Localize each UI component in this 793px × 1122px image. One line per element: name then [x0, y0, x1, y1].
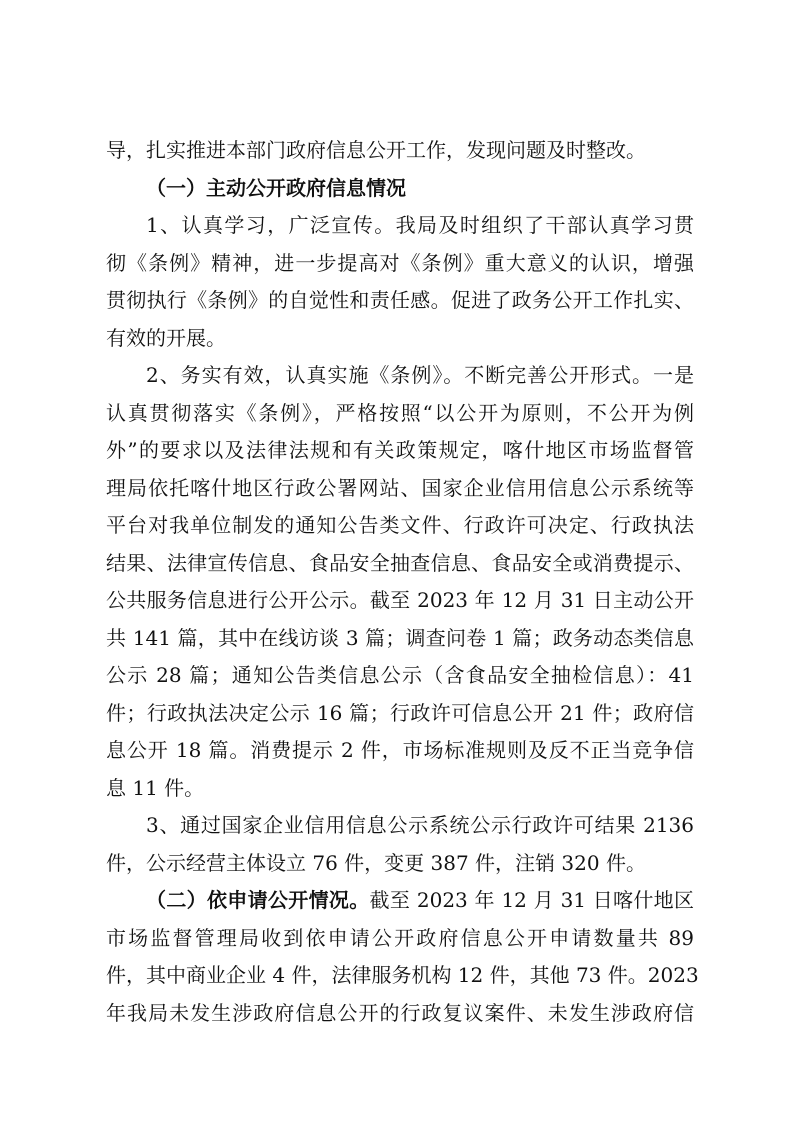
paragraph-line: 件；行政执法决定公示 16 篇；行政许可信息公开 21 件；政府信: [106, 700, 694, 725]
paragraph-line: 公示 28 篇；通知公告类信息公示（含食品安全抽检信息）：41: [106, 663, 694, 687]
paragraph-line: 认真贯彻落实《条例》，严格按照“以公开为原则，不公开为例: [106, 400, 694, 425]
section-heading-proactive-disclosure: （一）主动公开政府信息情况: [146, 175, 406, 200]
paragraph-line: 彻《条例》精神，进一步提高对《条例》重大意义的认识，增强: [106, 250, 694, 275]
paragraph-line: 共 141 篇，其中在线访谈 3 篇；调查问卷 1 篇；政务动态类信息: [106, 625, 694, 650]
paragraph-line: 有效的开展。: [106, 325, 226, 350]
paragraph-line: 2、务实有效，认真实施《条例》。不断完善公开形式。一是: [146, 363, 694, 387]
section-heading-on-request-disclosure: （二）依申请公开情况。: [146, 888, 370, 912]
paragraph-line: 理局依托喀什地区行政公署网站、国家企业信用信息公示系统等: [106, 475, 694, 500]
paragraph-line: 件，其中商业企业 4 件，法律服务机构 12 件，其他 73 件。2023: [106, 963, 699, 987]
paragraph-line: 息公开 18 篇。消费提示 2 件，市场标准规则及反不正当竞争信: [106, 738, 694, 762]
paragraph-line: 公共服务信息进行公开公示。截至 2023 年 12 月 31 日主动公开: [106, 588, 694, 612]
paragraph-line: 年我局未发生涉政府信息公开的行政复议案件、未发生涉政府信: [106, 1000, 694, 1025]
paragraph-line: 外”的要求以及法律法规和有关政策规定，喀什地区市场监督管: [106, 438, 694, 462]
intro-line: 导，扎实推进本部门政府信息公开工作，发现问题及时整改。: [106, 138, 646, 162]
section2-first-line-text: 截至 2023 年 12 月 31 日喀什地区: [369, 888, 694, 912]
paragraph-line: 3、通过国家企业信用信息公示系统公示行政许可结果 2136: [146, 813, 694, 837]
paragraph-line: 市场监督管理局收到依申请公开政府信息公开申请数量共 89: [106, 925, 694, 950]
paragraph-line: 1、认真学习，广泛宣传。我局及时组织了干部认真学习贯: [146, 213, 694, 237]
paragraph-line: 结果、法律宣传信息、食品安全抽查信息、食品安全或消费提示、: [106, 550, 694, 575]
paragraph-line: 贯彻执行《条例》的自觉性和责任感。促进了政务公开工作扎实、: [106, 288, 694, 312]
document-page: [106, 132, 699, 1032]
section2-first-line: [106, 882, 694, 920]
paragraph-line: 件，公示经营主体设立 76 件，变更 387 件，注销 320 件。: [106, 850, 646, 875]
paragraph-line: 息 11 件。: [106, 775, 205, 800]
paragraph-line: 平台对我单位制发的通知公告类文件、行政许可决定、行政执法: [106, 513, 694, 537]
